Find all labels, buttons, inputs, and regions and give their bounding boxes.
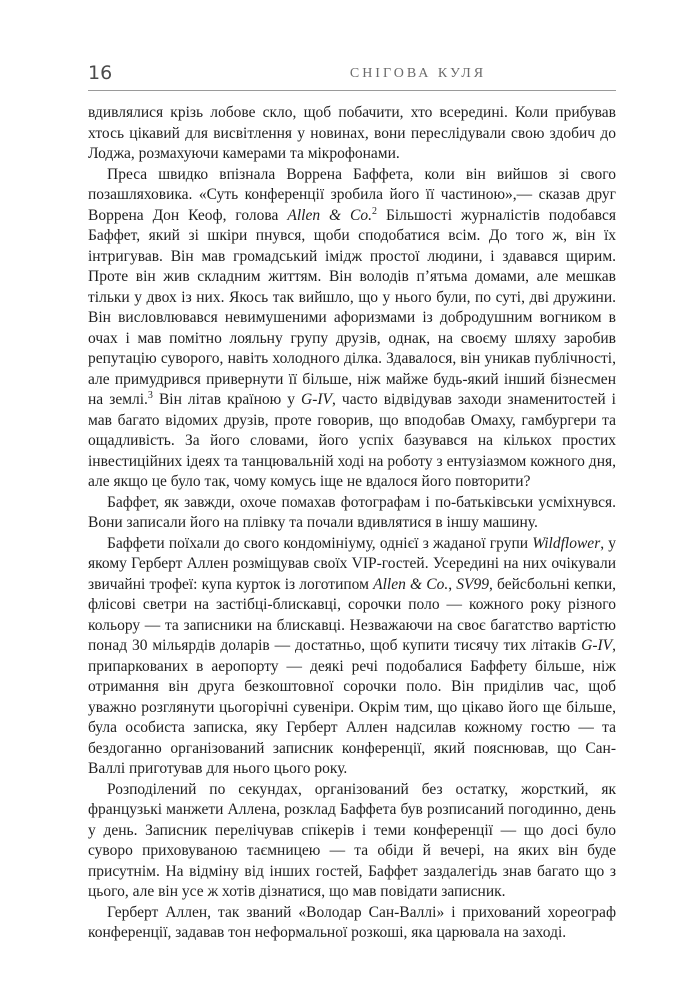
paragraph-text: Баффет, як завжди, охоче помахав фотографам і по-батьківськи усміхнувся. Вони записали його на плівку та почали вдивлятися в іншу машину.: [88, 493, 616, 531]
page-header: [88, 56, 616, 86]
footnote-ref: 2: [372, 205, 378, 217]
paragraph: [88, 493, 616, 534]
paragraph-text: Він літав країною у: [152, 391, 301, 408]
paragraph-text: , бейсбольні кепки, флісові светри на застібці-блискавці, сорочки поло — кожного року різного кольору — та записники на блискавці. Незважаючи на своє багатство вартістю понад 30 мільярдів доларів — достатньо, щоб купити тисячу тих літаків: [88, 575, 617, 654]
italic-text: Wildflower: [532, 534, 601, 552]
paragraph-text: , часто відвідував заходи знаменитостей і мав багато відомих друзів, проте говорив, що вподобав Омаху, гамбургери та ощадливість. За його словами, його успіх базувався на кількох простих інвестиційних ідеях та танцювальній ході на роботу з ентузіазмом кожного дня, але якщо це було так, чому комусь іще не вдалося його повторити?: [88, 391, 616, 490]
header-rule: [88, 90, 616, 91]
paragraph: [88, 903, 616, 944]
footnote-ref: 3: [147, 389, 153, 401]
paragraph: [88, 165, 616, 493]
italic-text: Allen & Co.: [287, 206, 373, 224]
paragraph-text: Більшості журналістів подобався Баффет, який зі шкіри пнувся, щоби сподобатися всім. До того ж, він їх інтригував. Він мав громадський імідж простої людини, і здавався щирим. Проте він жив складним життям. Він володів п’ятьма домами, але мешкав тільки у двох із них. Якось так вийшло, що у нього були, по суті, дві дружини. Він висловлювався невимушеними афоризмами із добродушним вогником в очах і мав помітно лояльну групу друзів, однак, на своєму шляху заробив репутацію суворого, навіть холодного ділка. Здавалося, він уникав публічності, але примудрився привернути її більше, ніж майже будь-який інший бізнесмен на землі.: [88, 206, 616, 408]
paragraph: [88, 103, 616, 165]
running-title: СНІГОВА КУЛЯ: [349, 66, 487, 81]
body-text: [88, 103, 616, 944]
paragraph: [88, 780, 616, 903]
paragraph: [88, 534, 616, 780]
paragraph-text: , припаркованих в аеропорту — деякі речі подобалися Баффету більше, ніж отримання він друга безкоштовної сорочки поло. Він приділив час, щоб уважно розглянути цьогорічні сувеніри. Окрім тим, що цікаво його ще більше, була особиста записка, яку Герберт Аллен надсилав кожному гостю — та бездоганно організований записник конференції, який пояснював, що Сан-Валлі приготував для нього цього року.: [88, 637, 616, 777]
italic-text: SV99: [456, 575, 489, 593]
page-number: 16: [88, 62, 113, 84]
paragraph-text: Герберт Аллен, так званий «Володар Сан-Валлі» і прихований хореограф конференції, задавав тон неформальної розкоші, яка царювала на заході.: [88, 903, 616, 941]
paragraph-text: , у якому Герберт Аллен розміщував своїх VIP-гостей. Усередині на них очікували звичайні трофеї: купа курток із логотипом: [88, 534, 616, 593]
paragraph-text: Баффети поїхали до свого кондомініуму, однієї з жаданої групи: [107, 534, 533, 552]
italic-text: Allen & Co.: [373, 575, 449, 593]
paragraph-text: Преса швидко впізнала Воррена Баффета, коли він вийшов зі свого позашляховика. «Суть конференції зробила його її частиною»,— сказав друг Воррена Дон Кеоф, голова: [88, 165, 616, 224]
italic-text: G-IV: [301, 391, 332, 408]
paragraph-text: Розподілений по секундах, організований без остатку, жорсткий, як французькі манжети Аллена, розклад Баффета був розписаний погодинно, день у день. Записник перелічував спікерів і теми конференції — що досі було суворо приховуваною таємницею — та обіди й вечері, на яких він буде присутнім. На відміну від інших гостей, Баффет заздалегідь знав багато що з цього, але він усе ж хотів дізнатися, що мав повідати записник.: [88, 780, 616, 900]
paragraph-text: вдивлялися крізь лобове скло, щоб побачити, хто всередині. Коли прибував хтось цікавий для висвітлення у новинах, вони переслідували свою здобич до Лоджа, розмахуючи камерами та мікрофонами.: [88, 104, 616, 162]
italic-text: G-IV: [581, 637, 613, 654]
paragraph-text: ,: [448, 575, 457, 593]
